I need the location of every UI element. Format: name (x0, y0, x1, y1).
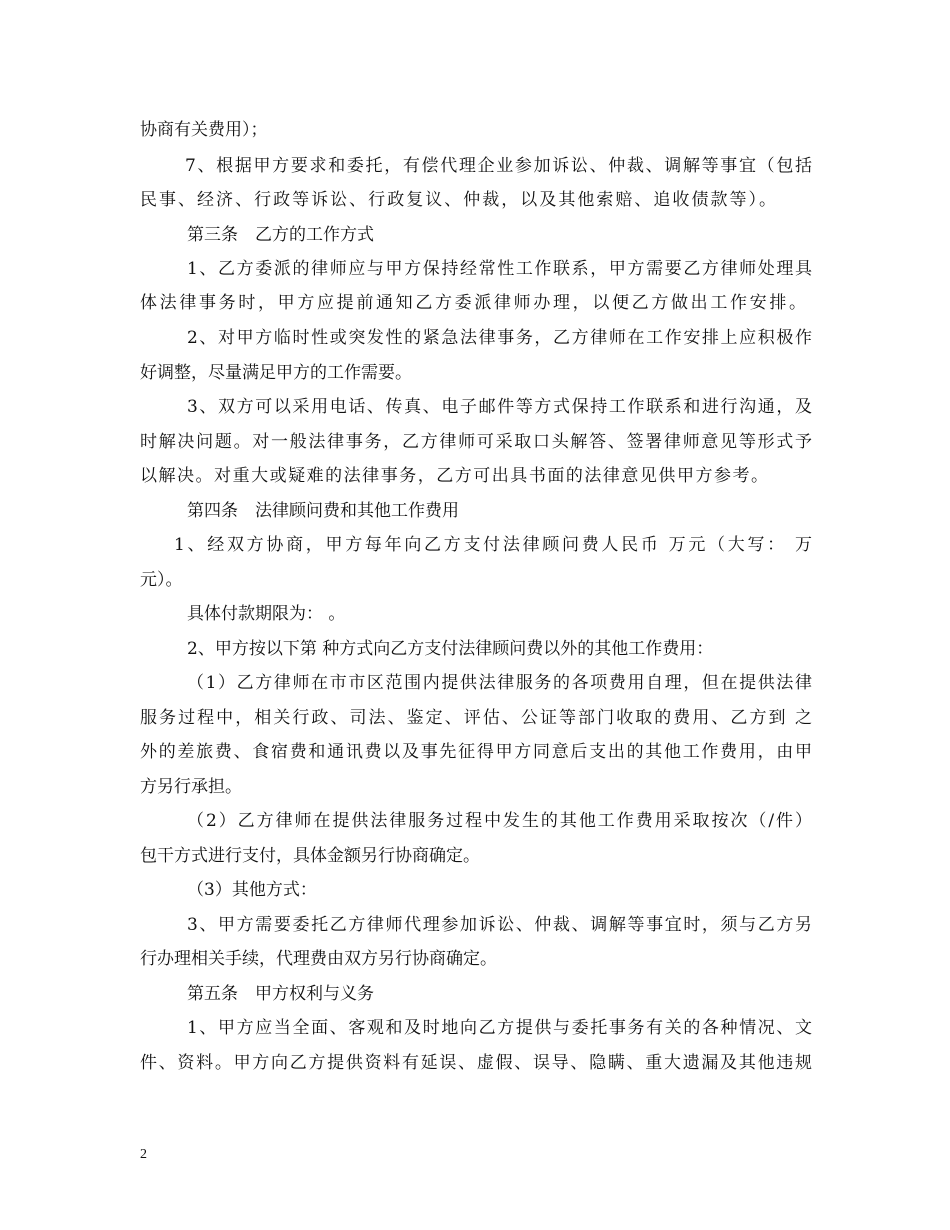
text-line: 方另行承担。 (140, 777, 242, 797)
text-line: 好调整，尽量满足甲方的工作需要。 (140, 363, 412, 383)
text-line: 以解决。对重大或疑难的法律事务，乙方可出具书面的法律意见供甲方参考。 (140, 466, 768, 486)
text-line: 3、双方可以采用电话、传真、电子邮件等方式保持工作联系和进行沟通，及 (187, 397, 812, 417)
text-line: 7、根据甲方要求和委托，有偿代理企业参加诉讼、仲裁、调解等事宜（包括 (185, 156, 812, 176)
text-line: 外的差旅费、食宿费和通讯费以及事先征得甲方同意后支出的其他工作费用，由甲 (140, 742, 812, 762)
text-line: 时解决问题。对一般法律事务，乙方律师可采取口头解答、签署律师意见等形式予 (140, 432, 812, 452)
text-line: 2、对甲方临时性或突发性的紧急法律事务，乙方律师在工作安排上应积极作 (187, 328, 812, 348)
text-line: 件、资料。甲方向乙方提供资料有延误、虚假、误导、隐瞒、重大遗漏及其他违规 (140, 1053, 812, 1073)
text-line: 体法律事务时，甲方应提前通知乙方委派律师办理，以便乙方做出工作安排。 (140, 293, 806, 313)
text-line: 3、甲方需要委托乙方律师代理参加诉讼、仲裁、调解等事宜时，须与乙方另 (187, 915, 812, 935)
text-line: 具体付款期限为： 。 (187, 604, 346, 624)
text-line: 1、经双方协商，甲方每年向乙方支付法律顾问费人民币 万元（大写： 万 (174, 535, 812, 555)
text-line: 包干方式进行支付，具体金额另行协商确定。 (140, 846, 480, 866)
text-line: 协商有关费用）； (140, 120, 268, 140)
text-line: 1、甲方应当全面、客观和及时地向乙方提供与委托事务有关的各种情况、文 (187, 1018, 812, 1038)
text-line: （1）乙方律师在市市区范围内提供法律服务的各项费用自理，但在提供法律 (187, 673, 812, 693)
section-heading: 第五条 甲方权利与义务 (187, 984, 374, 1004)
text-line: （2）乙方律师在提供法律服务过程中发生的其他工作费用采取按次（/件） (187, 811, 812, 831)
text-line: 民事、经济、行政等诉讼、行政复议、仲裁，以及其他索赔、追收债款等）。 (140, 190, 776, 210)
page-number: 2 (140, 1147, 147, 1162)
text-line: 服务过程中，相关行政、司法、鉴定、评估、公证等部门收取的费用、乙方到 之 (140, 708, 812, 728)
text-line: 元）。 (140, 570, 183, 590)
text-line: （3）其他方式： (187, 880, 317, 900)
section-heading: 第四条 法律顾问费和其他工作费用 (187, 501, 459, 521)
section-heading: 第三条 乙方的工作方式 (187, 225, 374, 245)
text-line: 2、甲方按以下第 种方式向乙方支付法律顾问费以外的其他工作费用： (187, 639, 714, 659)
text-line: 行办理相关手续，代理费由双方另行协商确定。 (140, 949, 497, 969)
text-line: 1、乙方委派的律师应与甲方保持经常性工作联系，甲方需要乙方律师处理具 (187, 259, 812, 279)
